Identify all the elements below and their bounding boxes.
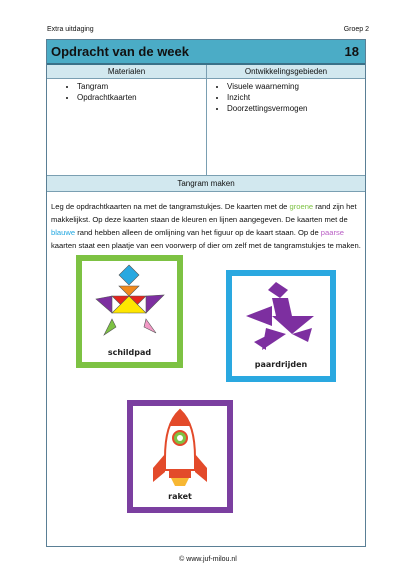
materials-table <box>47 65 365 176</box>
word-green: groene <box>289 202 314 211</box>
materials-list <box>47 81 206 103</box>
turtle-card-inner <box>82 261 177 362</box>
turtle-label: schildpad <box>107 348 152 357</box>
text-part: rand hebben alleen de omlijning van het figuur op de kaart staan. Op de <box>75 228 321 237</box>
horse-card-inner <box>232 276 330 376</box>
header-group: Groep 2 <box>343 26 369 33</box>
rocket-label: raket <box>168 492 192 501</box>
text-part: rand zijn het makkelijkst. Op deze kaarten staan de kleuren en lijnen aangegeven. De kaarten met de <box>51 202 357 224</box>
word-purple: paarse <box>320 228 345 237</box>
rocket-card <box>127 400 233 513</box>
text-part: Leg de opdrachtkaarten na met de tangramstukjes. De kaarten met de <box>51 202 290 211</box>
horse-card <box>226 270 336 382</box>
list-item: • Visuele waarneming <box>227 81 365 92</box>
development-list <box>207 81 365 114</box>
instructions-text <box>51 200 363 252</box>
rocket-card-inner <box>133 406 227 507</box>
week-number: 18 <box>344 44 359 59</box>
turtle-card <box>76 255 183 368</box>
title-bar <box>47 40 365 65</box>
list-item: • Tangram <box>77 81 206 92</box>
development-column <box>207 65 365 175</box>
list-item: • Opdrachtkaarten <box>77 92 206 103</box>
header-category: Extra uitdaging <box>47 26 94 33</box>
materials-header: Materialen <box>47 65 206 79</box>
development-header: Ontwikkelingsgebieden <box>207 65 365 79</box>
section-title: Tangram maken <box>47 176 365 192</box>
word-blue: blauwe <box>51 228 76 237</box>
list-item: • Inzicht <box>227 92 365 103</box>
list-item: • Doorzettingsvermogen <box>227 103 365 114</box>
text-part: kaarten staat een plaatje van een voorwerp of dier om zelf met de tangramstukjes te maken. <box>51 241 361 250</box>
horse-label: paardrijden <box>254 360 308 369</box>
turtle-tangram-icon <box>82 261 177 362</box>
page-title: Opdracht van de week <box>51 44 189 59</box>
materials-column <box>47 65 207 175</box>
footer-copyright: © www.juf-milou.nl <box>179 556 237 563</box>
